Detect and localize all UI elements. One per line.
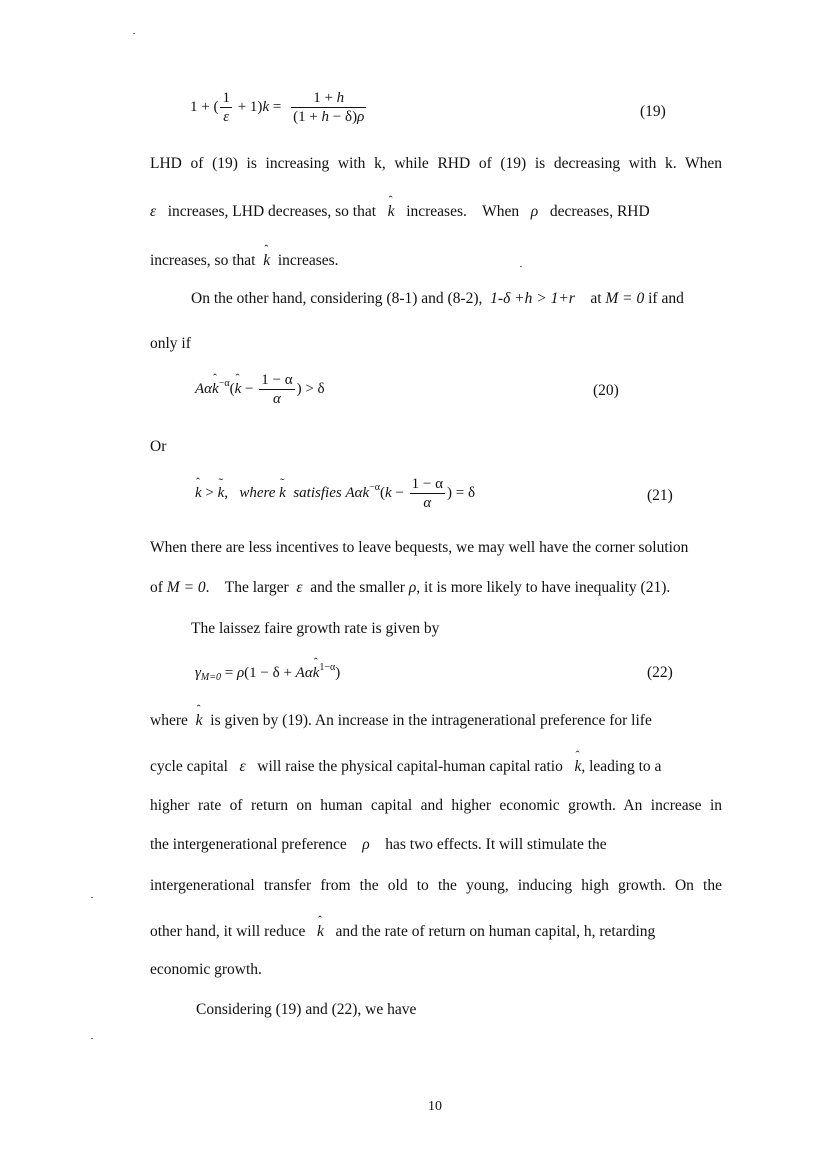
text-line: other hand, it will reduce ˆ k and the rate of return on human capital, h, retarding — [150, 923, 655, 941]
text-line: intergenerational transfer from the old to the young, inducing high growth. On the — [150, 877, 722, 894]
text-line: ε increases, LHD decreases, so that ˆ k increases. When ρ decreases, RHD — [150, 203, 722, 221]
equation-21: ˆ k > ˜ k, where ˜ k satisfies Aαk$^{-\alpha}$(k − $\frac{1 - \alpha}{\alpha}$ ) = δ — [195, 476, 475, 512]
text-line: On the other hand, considering (8-1) and (8-2), 1-δ +h > 1+r at M = 0 if and — [191, 290, 684, 307]
text-line: cycle capital ε will raise the physical capital-human capital ratio ˆ k, leading to a — [150, 758, 661, 776]
text-line: When there are less incentives to leave bequests, we may well have the corner solution — [150, 539, 689, 556]
text-line: higher rate of return on human capital and higher economic growth. An increase in — [150, 797, 722, 814]
equation-19: 1 + ( $\frac{1}{\varepsilon}$ + 1)k = $\frac{1 + h}{(1 + h - \delta)\rho}$ — [190, 90, 365, 125]
equation-number-22: (22) — [647, 664, 673, 681]
scan-speck — [91, 1038, 93, 1039]
inline-math: M = 0 — [166, 579, 206, 596]
equation-number-19: (19) — [640, 103, 666, 120]
text-line: only if — [150, 335, 191, 352]
epsilon-symbol: ε — [296, 579, 303, 596]
scan-speck — [91, 897, 93, 898]
rho-symbol: ρ — [530, 203, 539, 220]
text-line: of M = 0. The larger ε and the smaller ρ, it is more likely to have inequality (21). — [150, 579, 671, 596]
text-line: Or — [150, 438, 167, 455]
rho-symbol: ρ — [408, 579, 417, 596]
equation-22: $\gamma_{M=0} = \rho(1 - \delta$ + Aαˆ $k^{1-\alpha}$) — [195, 662, 340, 683]
text-line: Considering (19) and (22), we have — [196, 1001, 417, 1018]
page-number: 10 — [428, 1099, 442, 1114]
equation-20: Aαˆ $k^{-\alpha}(ˆ$ k − $\frac{1 - \alpha}{\alpha}$ ) > δ — [195, 372, 325, 408]
k-hat-symbol: ˆ k — [388, 203, 395, 221]
k-hat-symbol: ˆ k — [317, 923, 324, 941]
epsilon-symbol: ε — [239, 758, 246, 775]
text-line: LHD of (19) is increasing with k, while RHD of (19) is decreasing with k. When — [150, 155, 722, 172]
equation-number-20: (20) — [593, 382, 619, 399]
inline-math: 1-δ +h > 1+r — [486, 290, 579, 307]
k-hat-symbol: ˆ k — [574, 758, 581, 776]
text-line: The laissez faire growth rate is given by — [191, 620, 440, 637]
equation-number-21: (21) — [647, 487, 673, 504]
scan-speck — [520, 266, 522, 267]
scan-speck — [133, 33, 135, 34]
text-line: economic growth. — [150, 961, 262, 978]
text-line: increases, so that ˆ k increases. — [150, 252, 339, 270]
epsilon-symbol: ε — [150, 203, 157, 220]
text-line: the intergenerational preference ρ has two effects. It will stimulate the — [150, 836, 607, 853]
inline-math: M = 0 — [605, 290, 645, 307]
k-hat-symbol: ˆ k — [263, 252, 270, 270]
rho-symbol: ρ — [362, 836, 370, 853]
k-hat-symbol: ˆ k — [196, 712, 203, 730]
text-line: where ˆ k is given by (19). An increase in the intragenerational preference for life — [150, 712, 722, 730]
